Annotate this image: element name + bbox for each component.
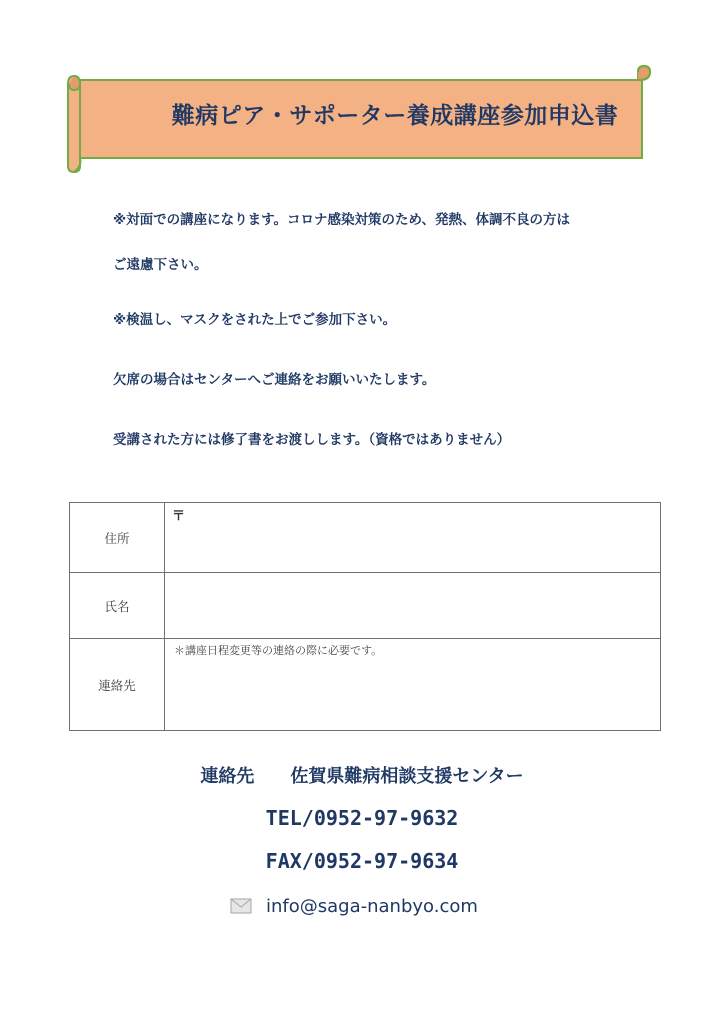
address-field[interactable] <box>165 503 661 573</box>
email-address[interactable]: info@saga-nanbyo.com <box>266 895 478 917</box>
contact-note: ＊講座日程変更等の連絡の際に必要です。 <box>174 644 383 657</box>
contact-label: 連絡先 <box>70 639 165 731</box>
form-row-address <box>70 503 661 573</box>
contact-info <box>0 762 724 788</box>
fax-number: FAX/0952-97-9634 <box>265 849 459 873</box>
application-form-table <box>69 502 661 731</box>
email-row <box>230 894 478 918</box>
notice-absence: 欠席の場合はセンターへご連絡をお願いいたします。 <box>113 372 436 388</box>
form-title: 難病ピア・サポーター養成講座参加申込書 <box>171 103 619 129</box>
contact-heading: 連絡先 <box>200 766 255 787</box>
postal-mark: 〒 <box>172 509 186 524</box>
title-banner <box>60 62 660 174</box>
address-label: 住所 <box>70 503 165 573</box>
envelope-icon <box>230 898 252 914</box>
notice-certificate: 受講された方には修了書をお渡しします。（資格ではありません） <box>113 432 511 448</box>
notice-refrain: ご遠慮下さい。 <box>113 257 208 273</box>
name-label: 氏名 <box>70 573 165 639</box>
contact-field[interactable] <box>165 639 661 731</box>
name-field[interactable] <box>165 573 661 639</box>
center-name: 佐賀県難病相談支援センター <box>290 766 524 787</box>
form-row-contact <box>70 639 661 731</box>
form-row-name <box>70 573 661 639</box>
tel-number: TEL/0952-97-9632 <box>265 806 459 830</box>
notice-temperature-mask: ※検温し、マスクをされた上でご参加下さい。 <box>113 312 397 328</box>
notice-covid: ※対面での講座になります。コロナ感染対策のため、発熱、体調不良の方は <box>113 212 571 228</box>
